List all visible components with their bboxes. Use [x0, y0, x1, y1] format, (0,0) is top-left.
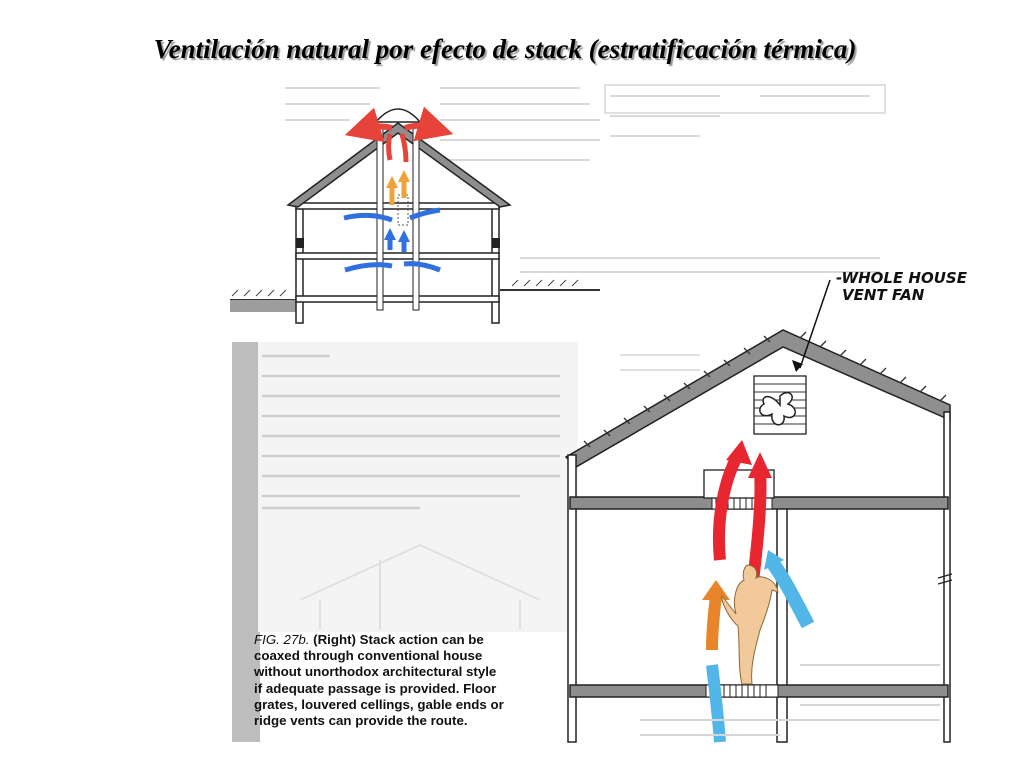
faded-background-text-top [285, 88, 880, 272]
figure-number: FIG. 27b. [254, 632, 310, 647]
caption-line-4: if adequate passage is provided. Floor [254, 680, 497, 696]
figure-caption [254, 632, 554, 729]
vent-fan-label-line1: -WHOLE HOUSE [836, 269, 967, 287]
caption-line-6: ridge vents can provide the route. [254, 713, 468, 729]
caption-line-5: grates, louvered cellings, gable ends or [254, 696, 504, 712]
whole-house-vent-fan-icon [754, 376, 806, 434]
slide-title: Ventilación natural por efecto de stack (estratificación térmica) [153, 34, 857, 64]
vent-fan-label-line2: VENT FAN [842, 286, 925, 304]
caption-line-2: coaxed through conventional house [254, 648, 483, 664]
caption-line-3: without unorthodox architectural style [254, 664, 497, 680]
small-house-section [230, 109, 600, 323]
caption-line-1: (Right) Stack action can be [313, 632, 484, 647]
